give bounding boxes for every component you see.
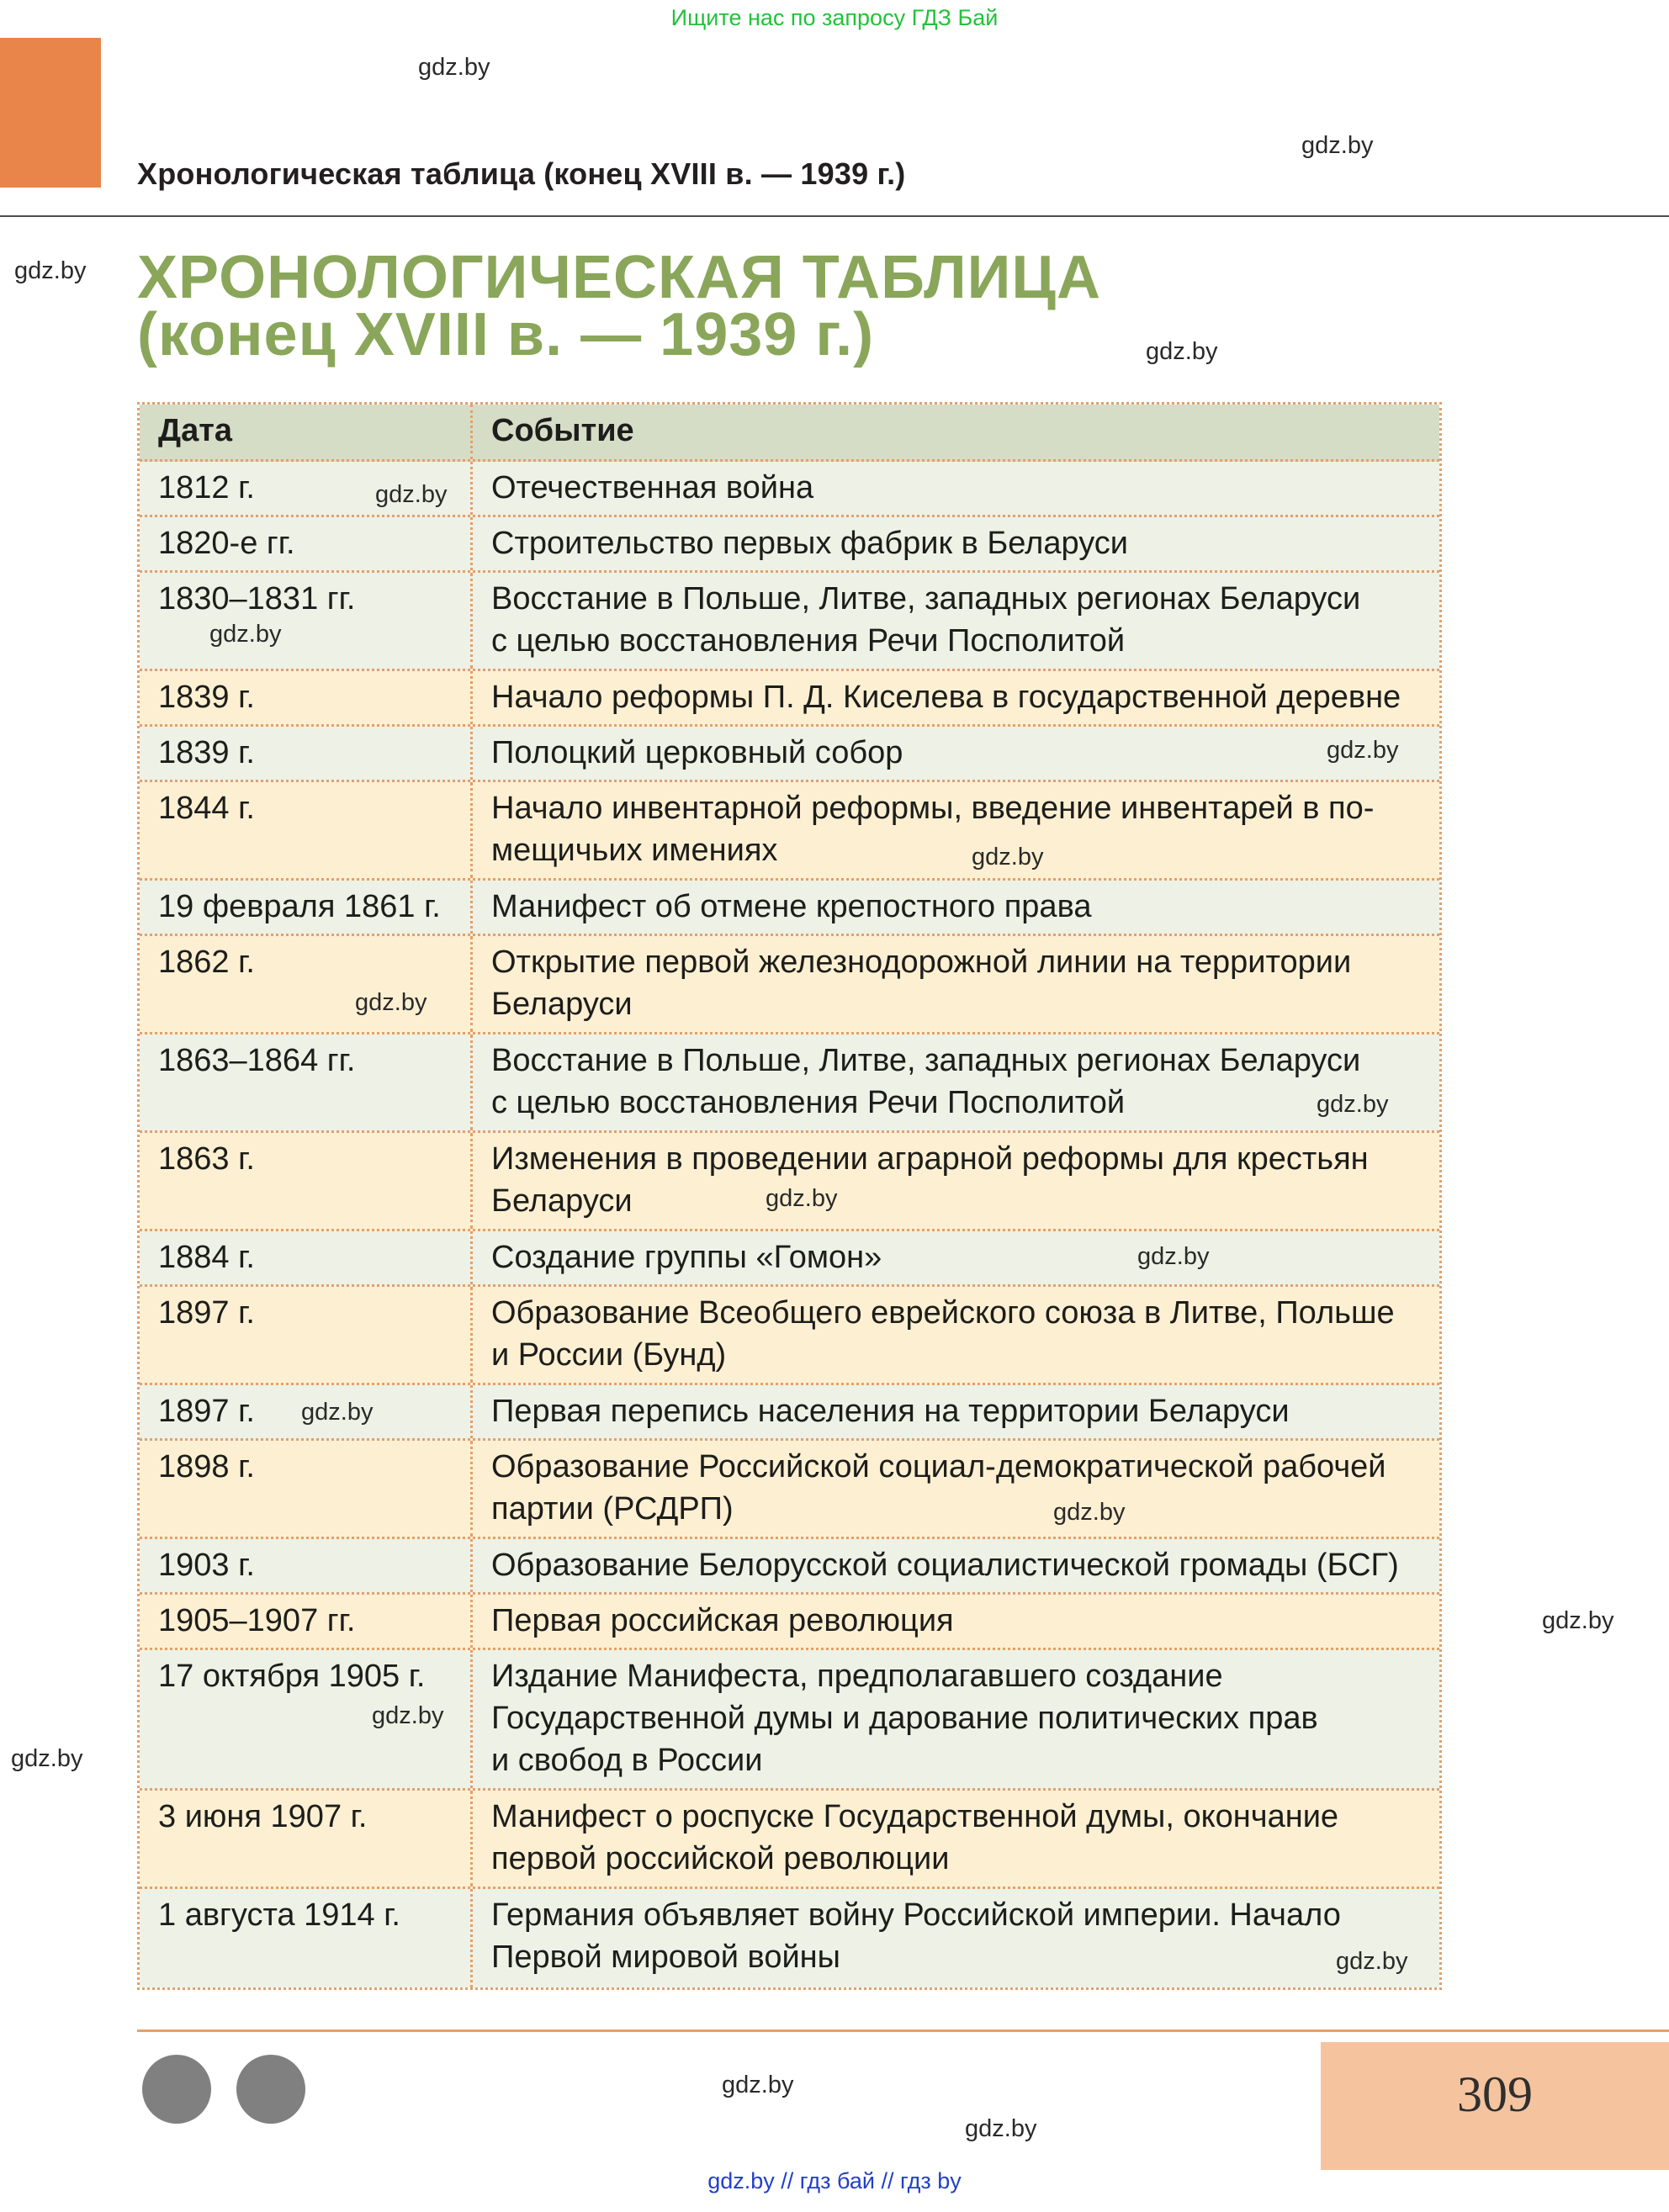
watermark: gdz.by — [375, 481, 448, 508]
watermark: gdz.by — [766, 1185, 838, 1212]
date-cell: 1862 г. — [140, 936, 473, 1032]
header-event: Событие — [491, 413, 634, 448]
table-row — [140, 573, 1439, 671]
event-line: первой российской революции — [491, 1841, 950, 1876]
event-cell — [473, 1791, 1439, 1887]
event-line: с целью восстановления Речи Посполитой — [491, 1085, 1126, 1120]
table-row — [140, 727, 1439, 782]
date-cell: 1897 г. — [140, 1385, 473, 1438]
date-cell: 1898 г. — [140, 1441, 473, 1537]
event-line: Государственной думы и дарование политических прав — [491, 1701, 1318, 1736]
table-row — [140, 1595, 1439, 1650]
watermark: gdz.by — [1327, 737, 1399, 764]
event-cell — [473, 671, 1439, 724]
table-row — [140, 782, 1439, 881]
event-line: Начало реформы П. Д. Киселева в государственной деревне — [491, 680, 1401, 715]
event-line: Полоцкий церковный собор — [491, 735, 903, 770]
event-cell — [473, 1035, 1439, 1130]
event-cell — [473, 1231, 1439, 1284]
event-cell — [473, 1539, 1439, 1592]
table-row — [140, 1650, 1439, 1791]
date-cell: 1897 г. — [140, 1287, 473, 1383]
watermark: gdz.by — [355, 989, 427, 1016]
table-row — [140, 1539, 1439, 1595]
event-cell — [473, 1385, 1439, 1438]
table-row — [140, 881, 1439, 936]
event-cell — [473, 1595, 1439, 1648]
event-line: Создание группы «Гомон» — [491, 1240, 882, 1275]
date-cell: 1905–1907 гг. — [140, 1595, 473, 1648]
event-line: Манифест об отмене крепостного права — [491, 889, 1092, 924]
header-divider — [0, 215, 1669, 217]
event-cell — [473, 1287, 1439, 1383]
chapter-tab — [0, 38, 101, 188]
event-cell — [473, 881, 1439, 934]
date-cell: 1863 г. — [140, 1133, 473, 1229]
watermark: gdz.by — [372, 1702, 444, 1729]
event-line: Первая перепись населения на территории Беларуси — [491, 1394, 1290, 1429]
title-line-1: ХРОНОЛОГИЧЕСКАЯ ТАБЛИЦА — [137, 244, 1101, 311]
event-line: партии (РСДРП) — [491, 1491, 734, 1527]
table-row — [140, 1441, 1439, 1539]
date-cell: 1844 г. — [140, 782, 473, 878]
circle-icon — [142, 2055, 211, 2124]
event-line: Открытие первой железнодорожной линии на территории — [491, 945, 1352, 980]
watermark: gdz.by — [418, 54, 490, 81]
event-cell — [473, 1889, 1439, 1987]
table-row — [140, 1889, 1439, 1987]
date-cell: 1812 г. — [140, 462, 473, 515]
watermark: gdz.by — [1336, 1948, 1408, 1975]
header-date: Дата — [140, 405, 473, 459]
event-line: Образование Российской социал-демократической рабочей — [491, 1449, 1386, 1484]
table-row — [140, 1035, 1439, 1133]
event-line: Первой мировой войны — [491, 1939, 840, 1975]
watermark: gdz.by — [722, 2072, 794, 2098]
watermark: gdz.by — [1146, 338, 1218, 365]
event-line: Строительство первых фабрик в Беларуси — [491, 526, 1128, 561]
watermark: gdz.by — [209, 621, 282, 648]
watermark: gdz.by — [1053, 1499, 1126, 1526]
event-cell — [473, 1650, 1439, 1788]
page-number: 309 — [1457, 2066, 1533, 2122]
watermark: gdz.by — [1301, 132, 1374, 159]
table-header-row — [140, 405, 1439, 462]
footer-divider — [137, 2029, 1669, 2032]
date-cell: 1839 г. — [140, 671, 473, 724]
running-head: Хронологическая таблица (конец XVIII в. — 1939 г.) — [137, 156, 906, 191]
event-line: Беларуси — [491, 987, 633, 1022]
date-cell: 3 июня 1907 г. — [140, 1791, 473, 1887]
event-line: Манифест о роспуске Государственной думы, окончание — [491, 1799, 1339, 1834]
event-cell — [473, 573, 1439, 669]
date-cell: 1 августа 1914 г. — [140, 1889, 473, 1987]
event-cell — [473, 462, 1439, 515]
watermark: gdz.by — [301, 1399, 374, 1426]
watermark: gdz.by — [965, 2115, 1037, 2142]
watermark: gdz.by — [1317, 1091, 1389, 1118]
table-row — [140, 671, 1439, 727]
event-line: Беларуси — [491, 1183, 633, 1219]
date-cell: 1903 г. — [140, 1539, 473, 1592]
event-line: Восстание в Польше, Литве, западных регионах Беларуси — [491, 1043, 1361, 1078]
event-cell — [473, 936, 1439, 1032]
circle-icon — [236, 2055, 305, 2124]
event-line: Начало инвентарной реформы, введение инвентарей в по- — [491, 791, 1375, 826]
date-cell: 1820-е гг. — [140, 517, 473, 570]
event-line: Отечественная война — [491, 470, 814, 505]
watermark: gdz.by — [14, 257, 87, 284]
table-row — [140, 517, 1439, 573]
table-row — [140, 1231, 1439, 1287]
date-cell: 17 октября 1905 г. — [140, 1650, 473, 1788]
event-line: и свобод в России — [491, 1743, 763, 1778]
event-cell — [473, 782, 1439, 878]
table-row — [140, 936, 1439, 1035]
table-row — [140, 1287, 1439, 1385]
watermark: gdz.by — [1542, 1607, 1614, 1634]
event-line: Восстание в Польше, Литве, западных регионах Беларуси — [491, 581, 1361, 617]
page-title — [137, 244, 1101, 368]
event-cell — [473, 1133, 1439, 1229]
table-row — [140, 462, 1439, 517]
event-line: мещичьих имениях — [491, 833, 778, 868]
date-cell: 19 февраля 1861 г. — [140, 881, 473, 934]
footer-links[interactable]: gdz.by // гдз бай // гдз by — [707, 2168, 962, 2193]
event-cell — [473, 517, 1439, 570]
date-cell: 1884 г. — [140, 1231, 473, 1284]
event-line: Образование Всеобщего еврейского союза в Литве, Польше — [491, 1295, 1395, 1331]
table-row — [140, 1133, 1439, 1231]
watermark: gdz.by — [1137, 1243, 1210, 1270]
table-row — [140, 1791, 1439, 1889]
event-line: и России (Бунд) — [491, 1337, 727, 1373]
date-cell: 1830–1831 гг. — [140, 573, 473, 669]
watermark: gdz.by — [11, 1745, 83, 1772]
event-line: Германия объявляет войну Российской империи. Начало — [491, 1897, 1341, 1933]
title-line-2: (конец XVIII в. — 1939 г.) — [137, 301, 875, 368]
event-line: Первая российская революция — [491, 1603, 954, 1638]
event-cell — [473, 727, 1439, 780]
watermark: gdz.by — [972, 844, 1044, 871]
event-line: Образование Белорусской социалистической громады (БСГ) — [491, 1548, 1399, 1583]
event-cell — [473, 1441, 1439, 1537]
date-cell: 1863–1864 гг. — [140, 1035, 473, 1130]
search-banner: Ищите нас по запросу ГДЗ Бай — [670, 5, 999, 30]
event-line: Изменения в проведении аграрной реформы для крестьян — [491, 1141, 1369, 1177]
event-line: с целью восстановления Речи Посполитой — [491, 623, 1126, 659]
date-cell: 1839 г. — [140, 727, 473, 780]
event-line: Издание Манифеста, предполагавшего создание — [491, 1659, 1223, 1694]
